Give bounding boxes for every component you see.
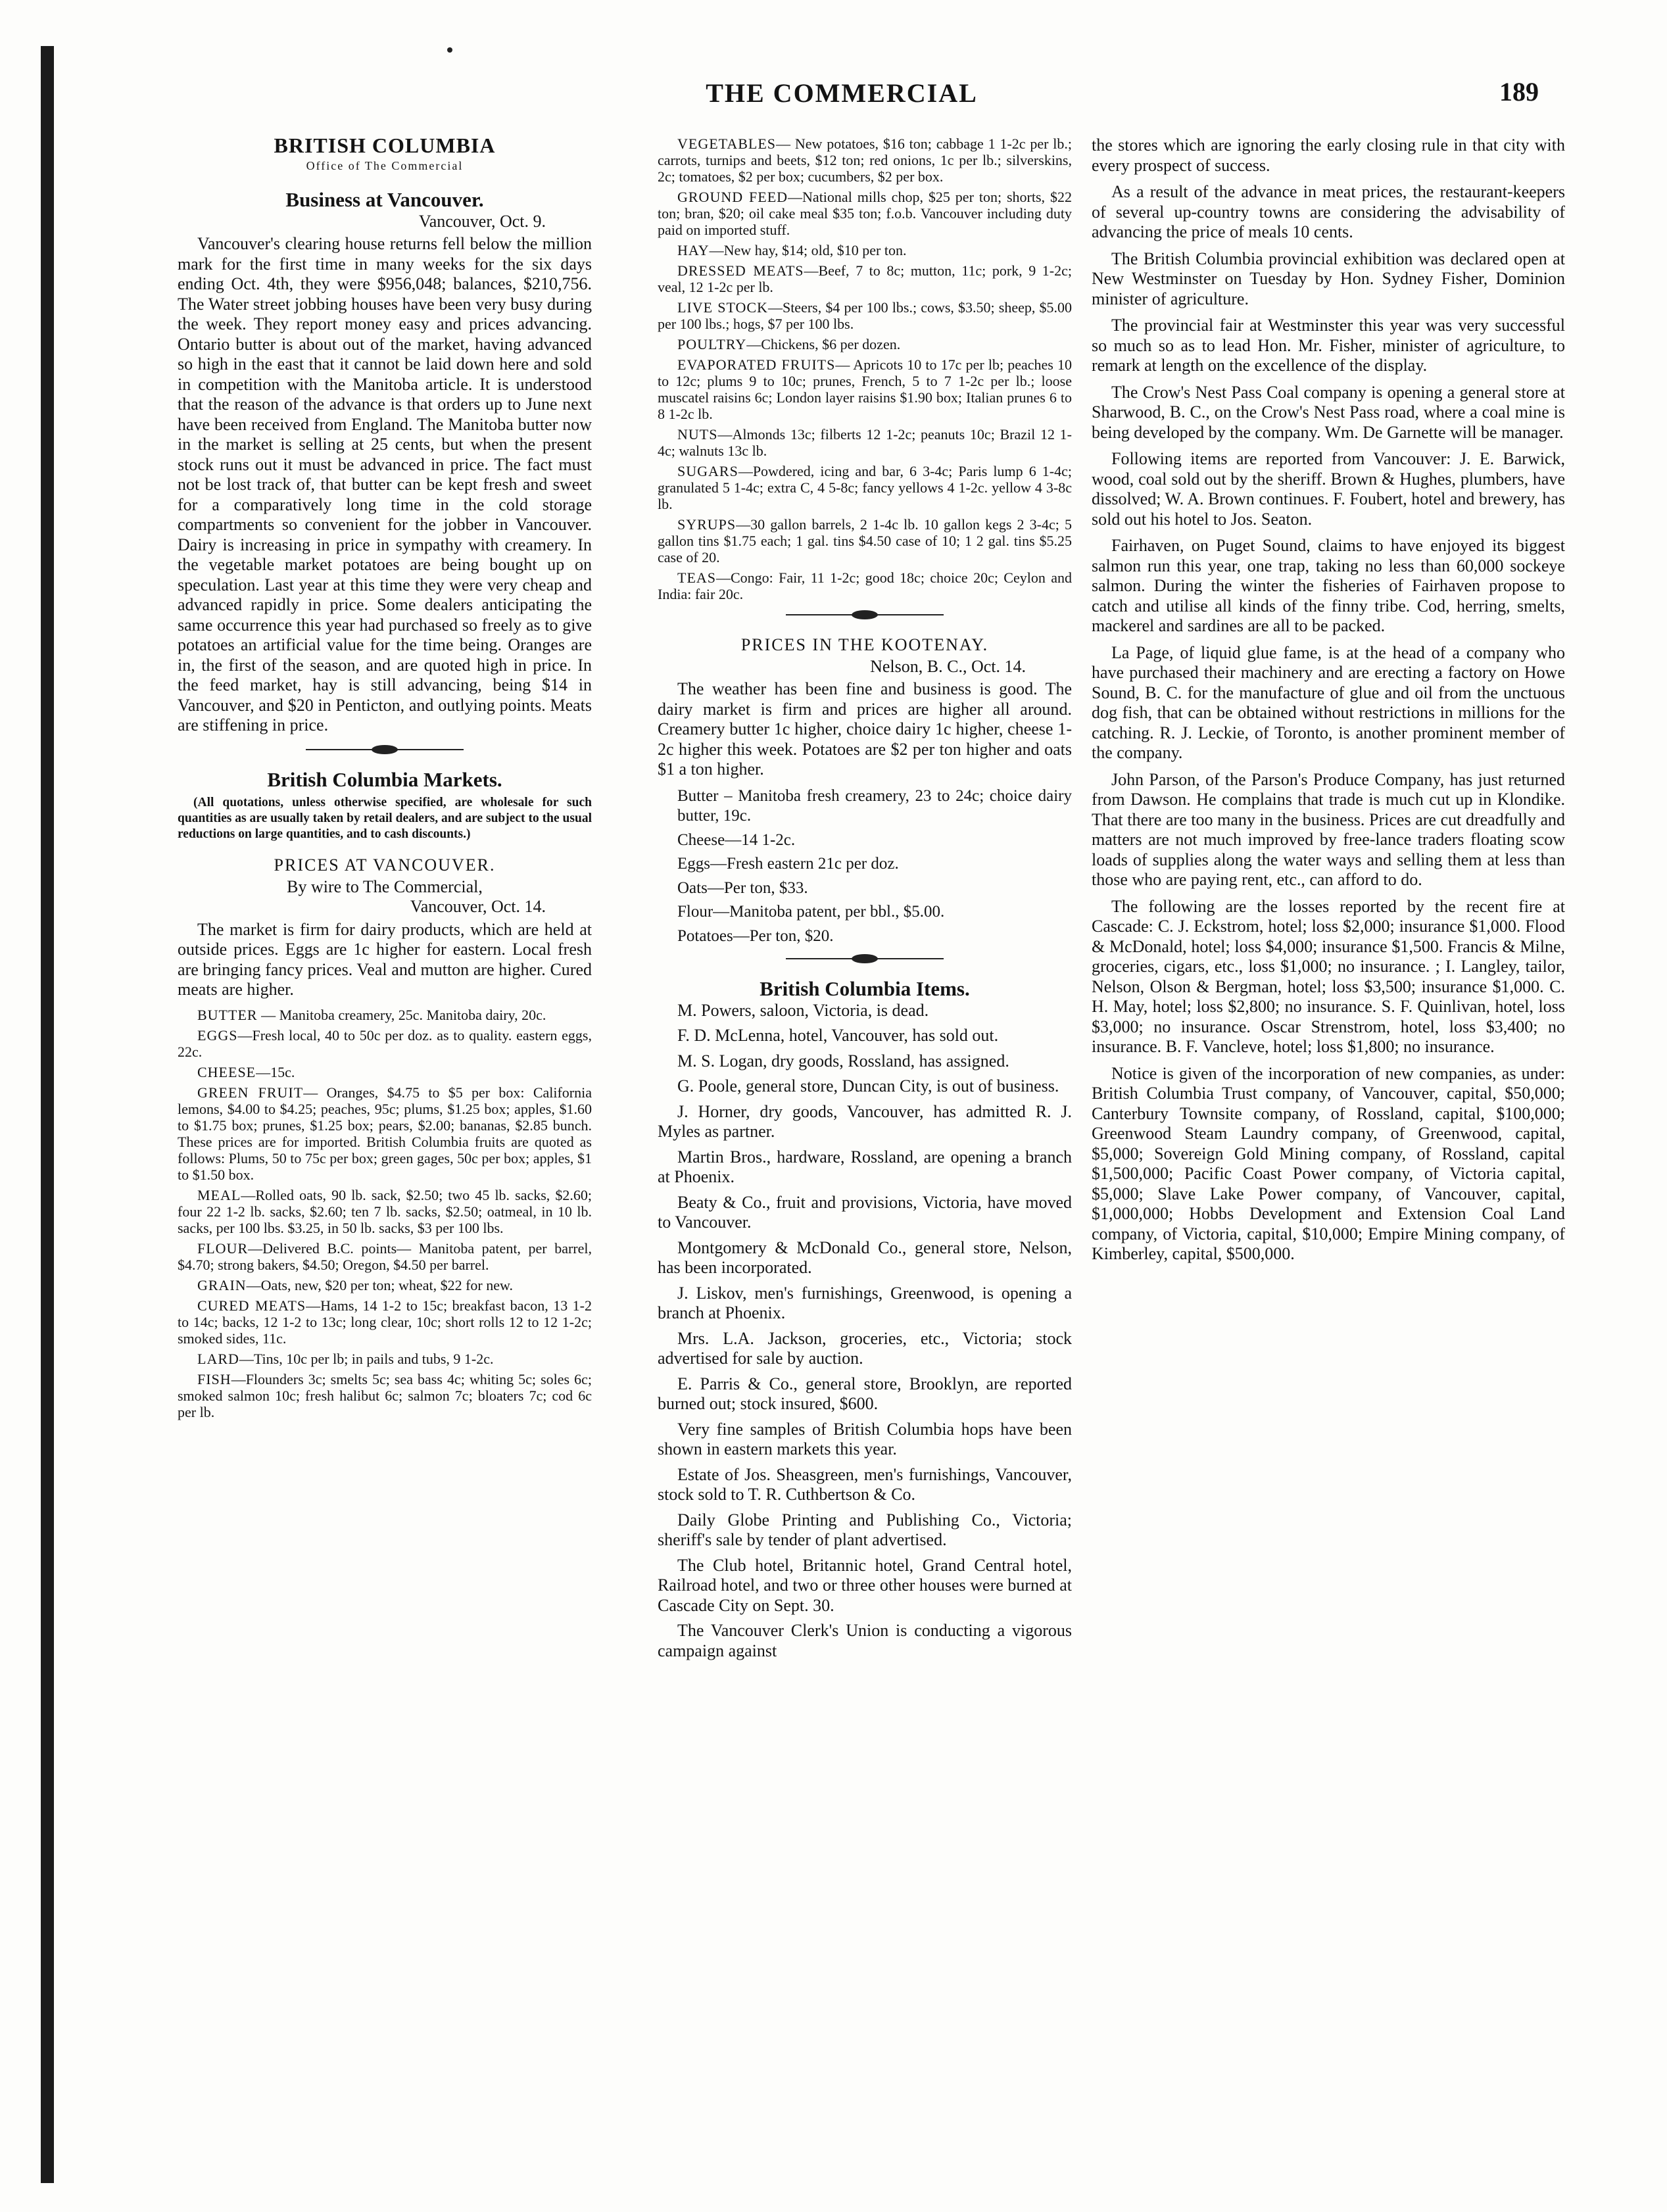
article-paragraph: As a result of the advance in meat prices, the restaurant-keepers of several up-country towns are considering the advisability of advancing the price of meals 10 cents. bbox=[1092, 182, 1565, 241]
news-item: Daily Globe Printing and Publishing Co., Victoria; sheriff's sale by tender of plant advertised. bbox=[658, 1510, 1072, 1549]
news-item: J. Horner, dry goods, Vancouver, has admitted R. J. Myles as partner. bbox=[658, 1101, 1072, 1141]
price-quote: DRESSED MEATS—Beef, 7 to 8c; mutton, 11c; pork, 9 1-2c; veal, 12 1-2c per lb. bbox=[658, 262, 1072, 295]
news-item: Estate of Jos. Sheasgreen, men's furnishings, Vancouver, stock sold to T. R. Cuthbertson & Co. bbox=[658, 1464, 1072, 1504]
price-quote: SUGARS—Powdered, icing and bar, 6 3-4c; Paris lump 6 1-4c; granulated 5 1-4c; extra C, 4 5-8c; fancy yellows 4 1-2c. yellow 4 3-8c lb. bbox=[658, 463, 1072, 512]
section-divider bbox=[786, 951, 944, 966]
news-item: Montgomery & McDonald Co., general store, Nelson, has been incorporated. bbox=[658, 1238, 1072, 1277]
kootenay-intro: The weather has been fine and business is good. The dairy market is firm and prices are higher all around. Creamery butter 1c higher, choice dairy 1c higher, cheese 1-2c higher this week. Potatoes are $2 per ton higher and oats $1 a ton higher. bbox=[658, 679, 1072, 779]
news-item: Martin Bros., hardware, Rossland, are opening a branch at Phoenix. bbox=[658, 1147, 1072, 1186]
page-header bbox=[105, 78, 1578, 117]
news-item: The Vancouver Clerk's Union is conducting a vigorous campaign against bbox=[658, 1621, 1072, 1660]
price-quote: VEGETABLES— New potatoes, $16 ton; cabbage 1 1-2c per lb.; carrots, turnips and beets, $12 ton; red onions, 1c per lb.; silverskins, 2c; tomatoes, $2 per box; cucumbers, $2 per box. bbox=[658, 135, 1072, 185]
price-quote: CHEESE—15c. bbox=[197, 1063, 295, 1080]
price-quote: GRAIN—Oats, new, $20 per ton; wheat, $22 for new. bbox=[197, 1276, 513, 1293]
kootenay-heading: PRICES IN THE KOOTENAY. bbox=[740, 635, 989, 654]
price-quote: GROUND FEED—National mills chop, $25 per ton; shorts, $22 ton; bran, $20; oil cake meal $35 ton; f.o.b. Vancouver including duty paid on imported stuff. bbox=[658, 189, 1072, 238]
markets-heading: British Columbia Markets. bbox=[267, 767, 502, 791]
prices-byline: By wire to The Commercial, bbox=[287, 877, 483, 896]
article-paragraph: The Crow's Nest Pass Coal company is opening a general store at Sharwood, B. C., on the Crow's Nest Pass road, where a coal mine is being developed by the company. Wm. De Garnette will be manager. bbox=[1092, 382, 1565, 442]
prices-vancouver-heading: PRICES AT VANCOUVER. bbox=[274, 855, 496, 875]
price-quote: CURED MEATS—Hams, 14 1-2 to 15c; breakfast bacon, 13 1-2 to 14c; backs, 12 1-2 to 13c; long clear, 10c; short rolls 12 to 12 1-2c; smoked sides, 11c. bbox=[178, 1297, 592, 1347]
article-paragraph: John Parson, of the Parson's Produce Company, has just returned from Dawson. He complains that trade is much cut up in Klondike. That there are too many in the business. Prices are cut dreadfully and matters are not much improved by free-lance traders floating scow loads of supplies along the water ways and selling them at less than those who are paying rent, etc., can afford to do. bbox=[1092, 769, 1565, 889]
page-number: 189 bbox=[1499, 77, 1539, 107]
column-3 bbox=[1092, 135, 1565, 2186]
article-paragraph: The British Columbia provincial exhibition was declared open at New Westminster on Tuesday by Hon. Sydney Fisher, Dominion minister of agriculture. bbox=[1092, 249, 1565, 308]
article-paragraph: the stores which are ignoring the early closing rule in that city with every prospect of success. bbox=[1092, 135, 1565, 175]
price-quote: FISH—Flounders 3c; smelts 5c; sea bass 4c; whiting 5c; soles 6c; smoked salmon 10c; fresh halibut 6c; salmon 7c; bloaters 7c; cod 6c per lb. bbox=[178, 1370, 592, 1420]
news-item: M. S. Logan, dry goods, Rossland, has assigned. bbox=[677, 1051, 1009, 1070]
kootenay-dateline: Nelson, B. C., Oct. 14. bbox=[870, 656, 1026, 676]
section-divider bbox=[786, 608, 944, 622]
section-subtitle: Office of The Commercial bbox=[306, 158, 464, 172]
kootenay-line: Flour—Manitoba patent, per bbl., $5.00. bbox=[677, 903, 945, 921]
article-paragraph: Notice is given of the incorporation of new companies, as under: British Columbia Trust company, of Vancouver, capital, $50,000; Canterbury Townsite company, of Rossland, capital, $100,000; Greenwood Steam Laundry company, of Greenwood, capital, $5,000; Sovereign Gold Mining company, of Rossland, capital $1,500,000; Pacific Coast Power company, of Victoria capital, $5,000; Slave Lake Power company, of Vancouver, capital, $1,000,000; Hobbs Development and Extension Coal Land company, of Victoria, capital, $10,000; Empire Mining company, of Kimberley, capital, $500,000. bbox=[1092, 1063, 1565, 1263]
article-paragraph: La Page, of liquid glue fame, is at the head of a company who have purchased their machinery and are erecting a factory on Howe Sound, B. C. for the manufacture of glue and oil from the unctuous dog fish, that can be obtained without restrictions in millions for the catching. R. J. Leckie, of Toronto, is another prominent member of the company. bbox=[1092, 642, 1565, 762]
price-quote: TEAS—Congo: Fair, 11 1-2c; good 18c; choice 20c; Ceylon and India: fair 20c. bbox=[658, 569, 1072, 602]
business-dateline: Vancouver, Oct. 9. bbox=[418, 211, 546, 231]
kootenay-line: Potatoes—Per ton, $20. bbox=[677, 926, 834, 945]
scan-speck bbox=[447, 47, 452, 53]
price-quote: NUTS—Almonds 13c; filberts 12 1-2c; peanuts 10c; Brazil 12 1-4c; walnuts 13c lb. bbox=[658, 426, 1072, 459]
column-2 bbox=[658, 135, 1072, 2186]
price-quote: SYRUPS—30 gallon barrels, 2 1-4c lb. 10 gallon kegs 2 3-4c; 5 gallon tins $1.75 each; 1 gal. tins $4.50 case of 10; 1 2 gal. tins $5.25 case of 20. bbox=[658, 516, 1072, 565]
price-quote: MEAL—Rolled oats, 90 lb. sack, $2.50; two 45 lb. sacks, $2.60; four 22 1-2 lb. sacks, $2.60; ten 7 lb. sacks, $2.50; oatmeal, in 10 lb. sacks, per 100 lbs. $3.25, in 50 lb. sacks, $3 per 100 lbs. bbox=[178, 1186, 592, 1236]
kootenay-line: Cheese—14 1-2c. bbox=[677, 830, 796, 849]
newspaper-title: THE COMMERCIAL bbox=[706, 78, 978, 108]
business-heading: Business at Vancouver. bbox=[285, 188, 484, 211]
news-item: J. Liskov, men's furnishings, Greenwood, is opening a branch at Phoenix. bbox=[658, 1283, 1072, 1322]
price-quote: LARD—Tins, 10c per lb; in pails and tubs, 9 1-2c. bbox=[197, 1350, 494, 1367]
news-item: M. Powers, saloon, Victoria, is dead. bbox=[677, 1000, 929, 1020]
news-item: Mrs. L.A. Jackson, groceries, etc., Victoria; stock advertised for sale by auction. bbox=[658, 1328, 1072, 1368]
price-quote: GREEN FRUIT— Oranges, $4.75 to $5 per box: California lemons, $4.00 to $4.25; peaches, 95c; plums, $1.25 box; apples, $1.60 to $1.75 box; prunes, $1.25 box; pears, $2.00; bananas, $2.85 bunch. These prices are for imported. British Columbia fruits are quoted as follows: Plums, 50 to 75c per box; green gages, 50c per box; apples, $1 to $1.50 box. bbox=[178, 1084, 592, 1183]
price-quote: HAY—New hay, $14; old, $10 per ton. bbox=[677, 242, 907, 258]
news-item: The Club hotel, Britannic hotel, Grand Central hotel, Railroad hotel, and two or three other houses were burned at Cascade City on Sept. 30. bbox=[658, 1555, 1072, 1615]
section-divider bbox=[306, 742, 464, 757]
article-paragraph: Following items are reported from Vancouver: J. E. Barwick, wood, coal sold out by the sheriff. Brown & Hughes, plumbers, have dissolved; W. A. Brown continues. F. Foubert, hotel and brewery, has sold out his hotel to Jos. Seaton. bbox=[1092, 449, 1565, 529]
business-article: Vancouver's clearing house returns fell below the million mark for the first time in many weeks for the six days ending Oct. 4th, they were $956,048; balances, $210,756. The Water street jobbing houses have been very busy during the week. They report money easy and prices advancing. Ontario butter is about out of the market, having advanced so high in the east that it cannot be laid down here and sold in competition with the Manitoba article. It is understood that the reason of the advance is that orders up to June next have been received from England. The Manitoba butter now in the market is selling at 25 cents, but when the present stock runs out it must be advanced in price. The fact must not be lost track of, that butter can be kept fresh and sweet for a comparatively long time in the cold storage compartments so convenient for the jobber in Vancouver. Dairy is increasing in price in sympathy with creamery. In the vegetable market potatoes are being bought up on speculation. Last year at this time they were very cheap and advanced rapidly in price. Some dealers anticipating the same occurrence this year had purchased so freely as to give potatoes an artificial value for the time being. Oranges are in, the first of the season, and are quoted high in price. In the feed market, hay is still advancing, being $14 in Vancouver, and $20 in Penticton, and outlying points. Meats are stiffening in price. bbox=[178, 234, 592, 734]
price-quote: EGGS—Fresh local, 40 to 50c per doz. as to quality. eastern eggs, 22c. bbox=[178, 1026, 592, 1060]
article-paragraph: The provincial fair at Westminster this year was very successful so much so as to lead Hon. Mr. Fisher, minister of agriculture, to remark at length on the excellence of the display. bbox=[1092, 316, 1565, 375]
article-paragraph: The following are the losses reported by the recent fire at Cascade: C. J. Eckstrom, hotel; loss $2,000; insurance $1,000. Flood & McDonald, hotel; loss $4,000; insurance $1,500. Francis & Milne, groceries, cigars, etc., loss $1,000; no insurance. ; I. Langley, tailor, Nelson, Olson & Bergman, hotel; loss $3,500; insurance $1,000. C. H. May, hotel; loss $2,800; no insurance. S. F. Quinlivan, hotel, loss $3,000; no insurance. Oscar Strenstrom, hotel, loss $3,400; no insurance. B. F. Vancleve, hotel; loss $1,800; no insurance. bbox=[1092, 896, 1565, 1056]
kootenay-line: Butter – Manitoba fresh creamery, 23 to 24c; choice dairy butter, 19c. bbox=[677, 786, 1072, 825]
kootenay-line: Oats—Per ton, $33. bbox=[677, 878, 808, 897]
price-quote: FLOUR—Delivered B.C. points— Manitoba patent, per barrel, $4.70; strong bakers, $4.50; Oregon, $4.50 per barrel. bbox=[178, 1239, 592, 1273]
markets-note: (All quotations, unless otherwise specified, are wholesale for such quantities as are usually taken by retail dealers, and are subject to the usual reductions on large quantities, and to cash discounts.) bbox=[178, 796, 592, 841]
page-binding-edge bbox=[41, 46, 54, 2183]
price-quote: BUTTER — Manitoba creamery, 25c. Manitoba dairy, 20c. bbox=[197, 1006, 546, 1023]
article-paragraph: Fairhaven, on Puget Sound, claims to have enjoyed its biggest salmon run this year, one trap, taking no less than 60,000 sockeye salmon. During the winter the fisheries of Fairhaven propose to catch and utilise all kinds of the finny tribe. Cod, herring, smelts, mackerel and sardines are all to be packed. bbox=[1092, 536, 1565, 635]
prices-intro: The market is firm for dairy products, which are held at outside prices. Eggs are 1c higher for eastern. Local fresh are bringing fancy prices. Veal and mutton are higher. Cured meats are higher. bbox=[178, 919, 592, 999]
price-quote: LIVE STOCK—Steers, $4 per 100 lbs.; cows, $3.50; sheep, $5.00 per 100 lbs.; hogs, $7 per 100 lbs. bbox=[658, 299, 1072, 332]
price-quote: POULTRY—Chickens, $6 per dozen. bbox=[677, 336, 901, 352]
kootenay-line: Eggs—Fresh eastern 21c per doz. bbox=[677, 855, 899, 873]
news-item: G. Poole, general store, Duncan City, is out of business. bbox=[677, 1076, 1059, 1095]
prices-dateline: Vancouver, Oct. 14. bbox=[410, 897, 546, 916]
price-quote: EVAPORATED FRUITS— Apricots 10 to 17c per lb; peaches 10 to 12c; plums 9 to 10c; prunes, French, 5 to 7 1-2c per lb.; loose muscatel raisins 6c; London layer raisins $1.90 box; Italian prunes 6 to 8 1-2c lb. bbox=[658, 356, 1072, 422]
news-item: Very fine samples of British Columbia hops have been shown in eastern markets this year. bbox=[658, 1419, 1072, 1458]
news-item: F. D. McLenna, hotel, Vancouver, has sold out. bbox=[677, 1026, 999, 1045]
items-heading: British Columbia Items. bbox=[760, 977, 970, 1000]
news-item: Beaty & Co., fruit and provisions, Victoria, have moved to Vancouver. bbox=[658, 1192, 1072, 1232]
column-1 bbox=[178, 135, 592, 2186]
news-item: E. Parris & Co., general store, Brooklyn, are reported burned out; stock insured, $600. bbox=[658, 1374, 1072, 1413]
section-title: BRITISH COLUMBIA bbox=[274, 135, 496, 157]
